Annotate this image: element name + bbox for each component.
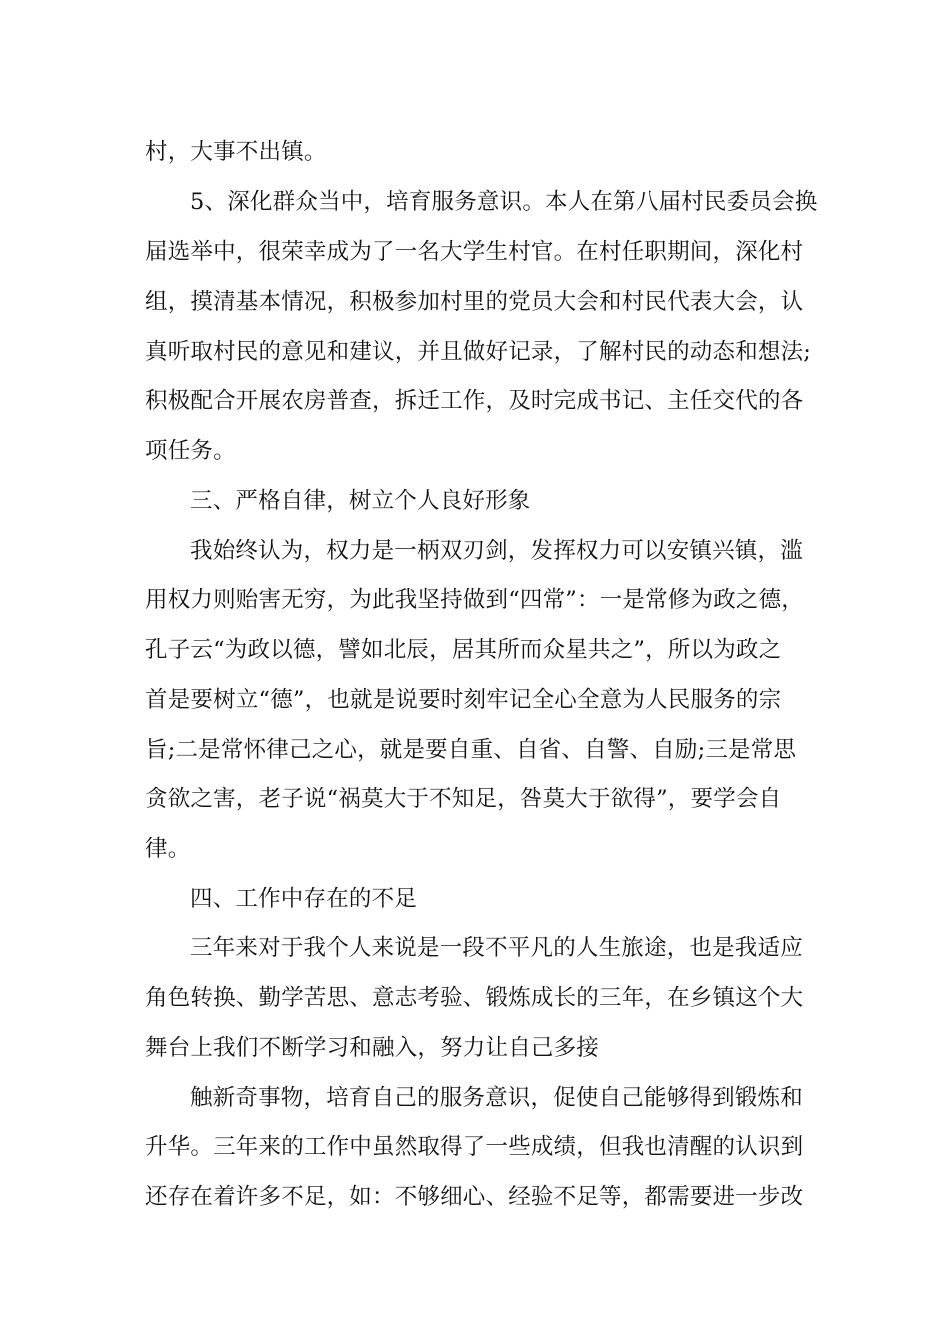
paragraph-start-line: 我始终认为，权力是一柄双刃剑，发挥权力可以安镇兴镇，滥 (190, 538, 803, 564)
text-line: 真听取村民的意见和建议，并且做好记录，了解村民的动态和想法; (145, 339, 812, 365)
text-line: 升华。三年来的工作中虽然取得了一些成绩，但我也清醒的认识到 (145, 1134, 804, 1160)
text-line: 还存在着许多不足，如：不够细心、经验不足等，都需要进一步改 (145, 1184, 804, 1210)
text-line: 用权力则贻害无穷，为此我坚持做到“四常”：一是常修为政之德， (145, 587, 805, 613)
text-line: 角色转换、勤学苦思、意志考验、锻炼成长的三年，在乡镇这个大 (145, 985, 804, 1011)
section-heading: 三、严格自律，树立个人良好形象 (190, 488, 531, 514)
paragraph-start-line: 触新奇事物，培育自己的服务意识，促使自己能够得到锻炼和 (190, 1085, 803, 1111)
text-line: 首是要树立“德”，也就是说要时刻牢记全心全意为人民服务的宗 (145, 687, 782, 713)
text-line: 组，摸清基本情况，积极参加村里的党员大会和村民代表大会，认 (145, 289, 804, 315)
text-line: 贪欲之害，老子说“祸莫大于不知足，咎莫大于欲得”，要学会自 (145, 786, 782, 812)
text-line: 项任务。 (145, 438, 236, 464)
text-line: 村，大事不出镇。 (145, 139, 327, 165)
text-line: 积极配合开展农房普查，拆迁工作，及时完成书记、主任交代的各 (145, 388, 804, 414)
text-line: 孔子云“为政以德，譬如北辰，居其所而众星共之”，所以为政之 (145, 637, 782, 663)
text-line: 旨;二是常怀律己之心，就是要自重、自省、自警、自励;三是常思 (145, 737, 797, 763)
paragraph-start-line: 三年来对于我个人来说是一段不平凡的人生旅途，也是我适应 (190, 935, 803, 961)
text-line: 舞台上我们不断学习和融入，努力让自己多接 (145, 1035, 600, 1061)
paragraph-start-line: 5、深化群众当中，培育服务意识。本人在第八届村民委员会换 (190, 189, 818, 215)
section-heading: 四、工作中存在的不足 (190, 886, 418, 912)
text-line: 律。 (145, 836, 191, 862)
text-line: 届选举中，很荣幸成为了一名大学生村官。在村任职期间，深化村 (145, 239, 804, 265)
